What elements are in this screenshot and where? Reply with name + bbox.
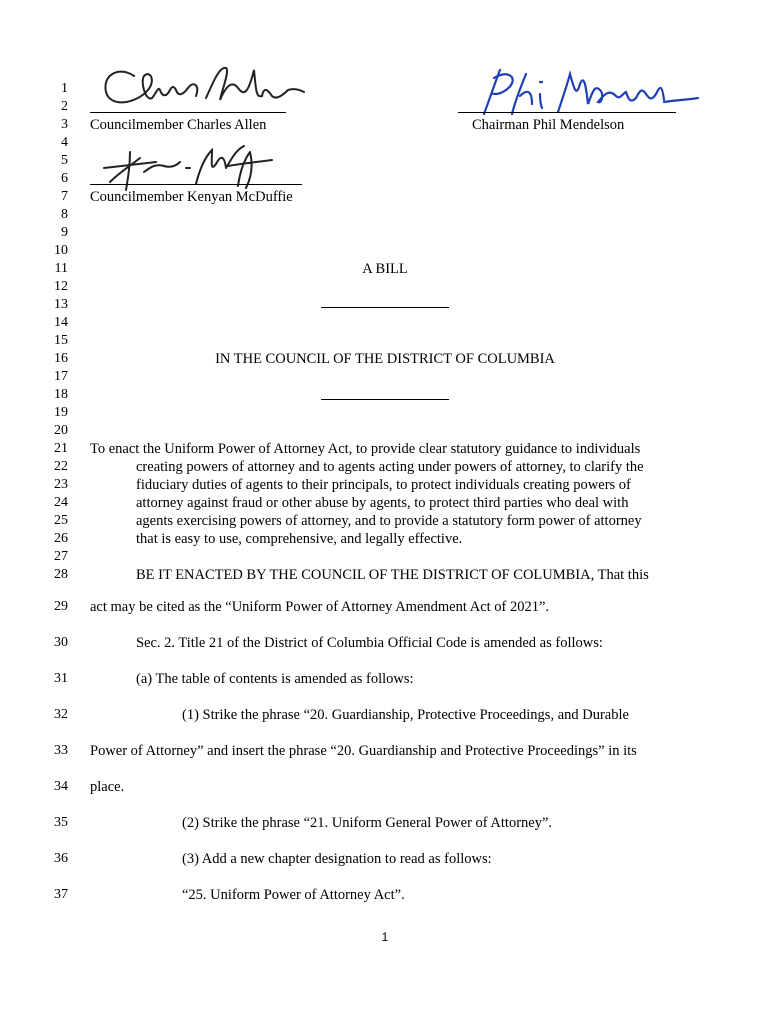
line-number: 18 xyxy=(54,387,68,402)
body-line: (3) Add a new chapter designation to read as follows: xyxy=(182,851,492,867)
line-number: 25 xyxy=(54,513,68,528)
body-line: BE IT ENACTED BY THE COUNCIL OF THE DISTRICT OF COLUMBIA, That this xyxy=(136,567,649,583)
line-number: 24 xyxy=(54,495,68,510)
line-number: 14 xyxy=(54,315,68,330)
body-line: Power of Attorney” and insert the phrase “20. Guardianship and Protective Proceedings” in its xyxy=(90,743,637,759)
line-number: 3 xyxy=(61,117,68,132)
line-number: 1 xyxy=(61,81,68,96)
line-number: 2 xyxy=(61,99,68,114)
printed-name-mcduffie: Councilmember Kenyan McDuffie xyxy=(90,189,293,205)
line-number: 29 xyxy=(54,599,68,614)
purpose-line: creating powers of attorney and to agents acting under powers of attorney, to clarify the xyxy=(136,459,644,475)
body-line: act may be cited as the “Uniform Power of Attorney Amendment Act of 2021”. xyxy=(90,599,550,615)
line-number: 33 xyxy=(54,743,68,758)
signature-line xyxy=(90,184,302,185)
line-number: 19 xyxy=(54,405,68,420)
line-number: 17 xyxy=(54,369,68,384)
purpose-line: that is easy to use, comprehensive, and legally effective. xyxy=(136,531,463,547)
signature-line xyxy=(90,112,286,113)
line-number: 35 xyxy=(54,815,68,830)
line-number: 11 xyxy=(54,261,68,276)
printed-name-mendelson: Chairman Phil Mendelson xyxy=(472,117,625,133)
line-number: 22 xyxy=(54,459,68,474)
line-number: 10 xyxy=(54,243,68,258)
body-line: (a) The table of contents is amended as follows: xyxy=(136,671,414,687)
council-heading: IN THE COUNCIL OF THE DISTRICT OF COLUMBIA xyxy=(215,351,555,367)
purpose-line: attorney against fraud or other abuse by agents, to protect third parties who deal with xyxy=(136,495,629,511)
body-line: “25. Uniform Power of Attorney Act”. xyxy=(182,887,405,903)
line-number: 26 xyxy=(54,531,68,546)
line-number: 6 xyxy=(61,171,68,186)
line-number: 7 xyxy=(61,189,68,204)
line-number: 21 xyxy=(54,441,68,456)
line-number: 13 xyxy=(54,297,68,312)
line-number: 28 xyxy=(54,567,68,582)
line-number: 32 xyxy=(54,707,68,722)
line-number: 8 xyxy=(61,207,68,222)
divider xyxy=(321,307,449,308)
line-number: 5 xyxy=(61,153,68,168)
bill-heading: A BILL xyxy=(362,261,408,277)
body-line: (2) Strike the phrase “21. Uniform General Power of Attorney”. xyxy=(182,815,553,831)
signature-kenyan-mcduffie xyxy=(100,138,280,194)
purpose-line: agents exercising powers of attorney, and to provide a statutory form power of attorney xyxy=(136,513,642,529)
line-number: 36 xyxy=(54,851,68,866)
line-number: 20 xyxy=(54,423,68,438)
line-number: 34 xyxy=(54,779,68,794)
line-number: 16 xyxy=(54,351,68,366)
line-number: 9 xyxy=(61,225,68,240)
line-number: 31 xyxy=(54,671,68,686)
body-line: Sec. 2. Title 21 of the District of Columbia Official Code is amended as follows: xyxy=(136,635,603,651)
purpose-line: To enact the Uniform Power of Attorney Act, to provide clear statutory guidance to individuals xyxy=(90,441,641,457)
line-number: 37 xyxy=(54,887,68,902)
line-number: 30 xyxy=(54,635,68,650)
signature-charles-allen xyxy=(96,60,306,116)
page-number: 1 xyxy=(381,930,389,944)
body-line: (1) Strike the phrase “20. Guardianship, Protective Proceedings, and Durable xyxy=(182,707,629,723)
line-number: 12 xyxy=(54,279,68,294)
body-line: place. xyxy=(90,779,125,795)
line-number: 23 xyxy=(54,477,68,492)
line-number: 27 xyxy=(54,549,68,564)
signature-line xyxy=(458,112,676,113)
divider xyxy=(321,399,449,400)
line-number: 15 xyxy=(54,333,68,348)
line-number: 4 xyxy=(61,135,68,150)
printed-name-allen: Councilmember Charles Allen xyxy=(90,117,267,133)
purpose-line: fiduciary duties of agents to their principals, to protect individuals creating powers of xyxy=(136,477,631,493)
